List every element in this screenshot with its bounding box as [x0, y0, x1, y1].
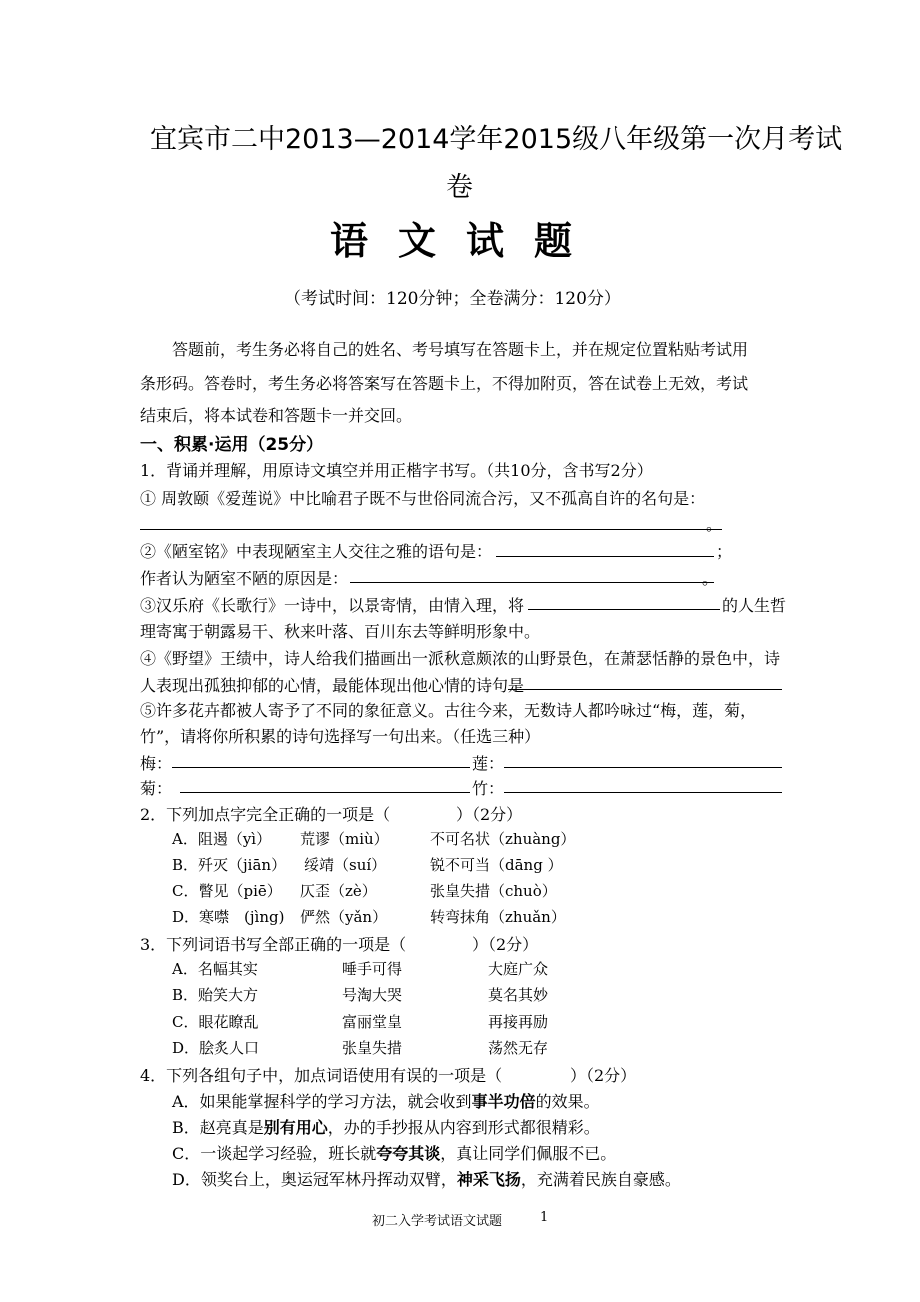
q1-zhu-label: 竹：: [472, 779, 505, 798]
exam-title-line1: 宜宾市二中2013—2014学年2015级八年级第一次月考试: [150, 124, 843, 155]
q1-sub3a-pre: ③汉乐府《长歌行》一诗中，以景寄情，由情入理，将: [140, 596, 525, 615]
instructions-line1: 答题前，考生务必将自己的姓名、考号填写在答题卡上，并在规定位置粘贴考试用: [172, 340, 749, 359]
q4-option-d-term: 神采飞扬: [456, 1170, 521, 1189]
q3-option-a-1: A．名幅其实: [172, 960, 258, 978]
q4-option-b-text: B．赵亮真是: [172, 1118, 264, 1137]
q3-option-c-1: C．眼花瞭乱: [172, 1013, 259, 1031]
q4-option-b-term: 别有用心: [263, 1118, 328, 1137]
q1-sub3a-post: 的人生哲: [722, 596, 787, 615]
q2-option-c-3: 张皇失措（chuò）: [430, 882, 557, 900]
q4-stem-pre: 4．下列各组句子中，加点词语使用有误的一项是（: [140, 1066, 503, 1085]
q1-sub1: ① 周敦颐《爱莲说》中比喻君子既不与世俗同流合污，又不孤高自许的名句是：: [140, 489, 706, 508]
q4-option-d: [172, 1167, 681, 1190]
q2-option-b-3: 锐不可当（dāng ）: [430, 856, 563, 874]
q1-sub4b: 人表现出孤独抑郁的心情，最能体现出他心情的诗句是: [140, 676, 525, 695]
q1-sub2b: 作者认为陋室不陋的原因是：: [140, 569, 349, 588]
q3-option-b-3: 莫名其妙: [488, 986, 549, 1004]
q4-option-c: [172, 1141, 616, 1164]
q4-option-c-term: 夸夸其谈: [376, 1144, 441, 1163]
q2-option-a-2: 荒谬（miù）: [300, 830, 389, 848]
q3-option-a-2: 唾手可得: [342, 960, 403, 978]
q2-option-b-2: 绥靖（suí）: [304, 856, 387, 874]
q2-option-a-3: 不可名状（zhuàng）: [430, 830, 576, 848]
q1-sub3b: 理寄寓于朝露易干、秋来叶落、百川东去等鲜明形象中。: [140, 622, 541, 641]
q2-stem-post: ）（2分）: [456, 805, 523, 824]
footer-label: 初二入学考试语文试题: [372, 1214, 503, 1229]
q3-option-d-2: 张皇失措: [342, 1039, 403, 1057]
q4-option-b-text-end: ，办的手抄报从内容到形式都很精彩。: [327, 1118, 600, 1137]
q2-stem-pre: 2．下列加点字完全正确的一项是（: [140, 805, 391, 824]
q1-zhu-answer-line[interactable]: [504, 776, 782, 793]
q1-sub4-answer-line[interactable]: [508, 673, 782, 690]
q2-option-d-2: 俨然（yǎn）: [300, 908, 388, 926]
q1-stem: 1．背诵并理解，用原诗文填空并用正楷字书写。（共10分，含书写2分）: [140, 461, 653, 480]
q3-stem-post: ）（2分）: [472, 935, 539, 954]
q2-option-c-1: C．瞥见（piē）: [172, 882, 282, 900]
q1-sub3-answer-line[interactable]: [528, 593, 720, 610]
page-number: 1: [540, 1210, 549, 1225]
subject-title: 语文试题: [330, 219, 603, 263]
instructions-line2: 条形码。答卷时，考生务必将答案写在答题卡上，不得加附页，答在试卷上无效，考试: [140, 374, 749, 393]
section-heading: 一、积累·运用（25分）: [140, 435, 324, 455]
q1-sub5a: ⑤许多花卉都被人寄予了不同的象征意义。古往今来，无数诗人都吟咏过“梅，莲，菊，: [140, 701, 757, 720]
q3-option-c-2: 富丽堂皇: [342, 1013, 403, 1031]
q4-option-c-text: C．一谈起学习经验，班长就: [172, 1144, 377, 1163]
q1-sub4a: ④《野望》王绩中，诗人给我们描画出一派秋意颇浓的山野景色，在萧瑟恬静的景色中，诗: [140, 649, 781, 668]
q3-option-b-2: 号淘大哭: [342, 986, 403, 1004]
q2-option-a-1: A．阻遏（yì）: [172, 830, 272, 848]
q1-sub2a-answer-line[interactable]: [496, 540, 714, 557]
q1-sub1-period: 。: [706, 515, 723, 534]
q1-lian-label: 莲：: [472, 754, 505, 773]
q1-lian-answer-line[interactable]: [504, 751, 782, 768]
q4-option-a: [172, 1089, 600, 1112]
q1-sub2b-end: 。: [702, 569, 719, 588]
q2-option-d-1: D．寒噤 (jìng): [172, 908, 285, 926]
q1-sub1-answer-line[interactable]: [140, 513, 722, 530]
q4-option-b: [172, 1115, 600, 1138]
q1-ju-label: 菊：: [140, 779, 173, 798]
q1-ju-answer-line[interactable]: [180, 776, 470, 793]
q2-option-d-3: 转弯抹角（zhuǎn）: [430, 908, 566, 926]
exam-title-line2: 卷: [446, 172, 473, 203]
q4-option-a-text: A．如果能掌握科学的学习方法，就会收到: [172, 1092, 472, 1111]
q3-option-a-3: 大庭广众: [488, 960, 549, 978]
q4-stem-post: ）（2分）: [570, 1066, 637, 1085]
q4-option-d-text-end: ，充满着民族自豪感。: [520, 1170, 681, 1189]
q1-mei-label: 梅：: [140, 754, 173, 773]
q3-option-b-1: B．贻笑大方: [172, 986, 259, 1004]
q3-stem-pre: 3．下列词语书写全部正确的一项是（: [140, 935, 407, 954]
q4-option-a-text-end: 的效果。: [535, 1092, 600, 1111]
q1-sub5b: 竹”，请将你所积累的诗句选择写一句出来。（任选三种）: [140, 727, 541, 746]
q3-option-d-3: 荡然无存: [488, 1039, 549, 1057]
exam-info: （考试时间：120分钟；全卷满分：120分）: [284, 289, 621, 309]
q2-option-c-2: 仄歪（zè）: [300, 882, 377, 900]
q4-option-c-text-end: ，真让同学们佩服不已。: [440, 1144, 617, 1163]
q1-sub2a: ②《陋室铭》中表现陋室主人交往之雅的语句是：: [140, 542, 493, 561]
q4-option-a-term: 事半功倍: [471, 1092, 536, 1111]
q1-mei-answer-line[interactable]: [172, 751, 470, 768]
q1-sub2a-end: ；: [716, 542, 733, 561]
instructions-line3: 结束后，将本试卷和答题卡一并交回。: [140, 406, 413, 425]
q3-option-d-1: D．脍炙人口: [172, 1039, 260, 1057]
q4-option-d-text: D．领奖台上，奥运冠军林丹挥动双臂，: [172, 1170, 457, 1189]
q1-sub2b-answer-line[interactable]: [350, 566, 714, 583]
q2-option-b-1: B．歼灭（jiān）: [172, 856, 287, 874]
q3-option-c-3: 再接再励: [488, 1013, 549, 1031]
